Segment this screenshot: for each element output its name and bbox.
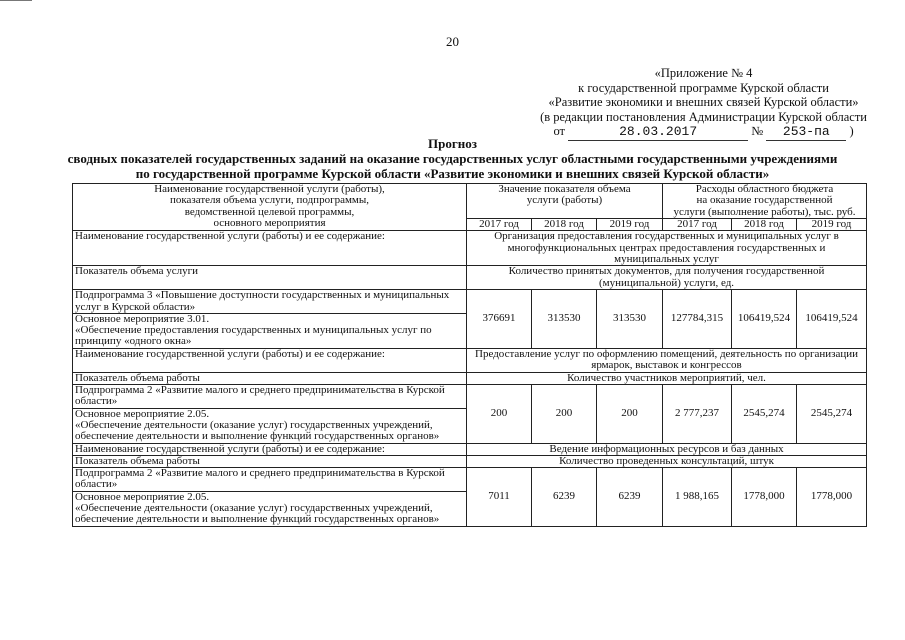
- year-header: 2017 год: [663, 219, 732, 231]
- indicator-value: Количество принятых документов, для получения государственной (муниципальной) услуги, ед.: [467, 266, 867, 290]
- header-expense-column: [663, 184, 867, 219]
- title-line-1: Прогноз: [428, 136, 477, 151]
- value-cell: 200: [597, 385, 663, 443]
- activity-title: Основное мероприятие 2.05.: [75, 490, 210, 503]
- year-header: 2018 год: [732, 219, 797, 231]
- page-number: 20: [446, 34, 459, 49]
- appendix-line-3: «Развитие экономики и внешних связей Курской области»: [548, 95, 859, 110]
- year-header: 2017 год: [467, 219, 532, 231]
- indicator-row: [73, 455, 867, 467]
- value-cell: 1 988,165: [663, 468, 732, 526]
- header-name-line-1: Наименование государственной услуги (работы),: [154, 183, 385, 195]
- value-cell: 6239: [597, 468, 663, 526]
- value-cell: 2545,274: [797, 385, 867, 443]
- indicator-value: Количество проведенных консультаций, штук: [467, 455, 867, 467]
- value-cell: 106419,524: [797, 290, 867, 348]
- header-volume-line-1: Значение показателя объема: [498, 183, 631, 195]
- header-volume-column: [467, 184, 663, 219]
- appendix-line-4: (в редакции постановления Администрации Курской области: [540, 109, 867, 124]
- service-label: Наименование государственной услуги (работы) и ее содержание:: [73, 231, 467, 266]
- subprogram-text: Подпрограмма 2 «Развитие малого и среднего предпринимательства в Курской области»: [73, 468, 466, 492]
- value-cell: 106419,524: [732, 290, 797, 348]
- table-header-row: [73, 184, 867, 219]
- value-cell: 200: [467, 385, 532, 443]
- year-header: 2019 год: [597, 219, 663, 231]
- header-expense-line-3: услуги (выполнение работы), тыс. руб.: [673, 205, 856, 218]
- value-cell: 7011: [467, 468, 532, 526]
- header-expense-line-1: Расходы областного бюджета: [695, 183, 834, 195]
- value-cell: 200: [532, 385, 597, 443]
- activity-text: «Обеспечение деятельности (оказание услуг) государственных учреждений, обеспечение деятельности и выполнение функций государственных органов»: [75, 418, 440, 443]
- value-cell: 1778,000: [797, 468, 867, 526]
- service-row: [73, 348, 867, 372]
- value-cell: 2545,274: [732, 385, 797, 443]
- number-label: №: [751, 124, 764, 139]
- title-line-3: по государственной программе Курской области «Развитие экономики и внешних связей Курской области»: [135, 166, 770, 181]
- indicator-label: Показатель объема услуги: [73, 266, 467, 290]
- value-cell: 127784,315: [663, 290, 732, 348]
- data-row: [73, 468, 867, 526]
- value-cell: 2 777,237: [663, 385, 732, 443]
- header-name-line-2: показателя объема услуги, подпрограммы,: [169, 194, 370, 207]
- service-row: [73, 231, 867, 266]
- program-cell: [73, 468, 467, 526]
- indicator-value: Количество участников мероприятий, чел.: [467, 372, 867, 384]
- value-cell: 1778,000: [732, 468, 797, 526]
- data-row: [73, 385, 867, 443]
- decree-number: 253-па: [766, 125, 846, 141]
- service-label: Наименование государственной услуги (работы) и ее содержание:: [73, 443, 467, 455]
- program-cell: [73, 385, 467, 443]
- data-row: [73, 290, 867, 348]
- value-cell: 376691: [467, 290, 532, 348]
- appendix-line-1: «Приложение № 4: [654, 66, 753, 80]
- service-value: Организация предоставления государственных и муниципальных услуг в многофункциональных центрах предоставления государственных и муниципальных услуг: [467, 231, 867, 266]
- indicator-label: Показатель объема работы: [73, 455, 467, 467]
- value-cell: 6239: [532, 468, 597, 526]
- year-header: 2019 год: [797, 219, 867, 231]
- from-label: от: [553, 124, 565, 139]
- header-name-line-4: основного мероприятия: [213, 216, 326, 229]
- service-row: [73, 443, 867, 455]
- appendix-header: [540, 66, 867, 141]
- title-line-2: сводных показателей государственных заданий на оказание государственных услуг областными государственными учреждениями: [67, 151, 838, 166]
- indicator-label: Показатель объема работы: [73, 372, 467, 384]
- activity-title: Основное мероприятие 3.01.: [75, 312, 210, 325]
- activity-title: Основное мероприятие 2.05.: [75, 407, 210, 420]
- close-paren: ): [849, 124, 854, 139]
- header-volume-line-2: услуги (работы): [526, 194, 603, 207]
- forecast-table: [72, 183, 867, 527]
- service-label: Наименование государственной услуги (работы) и ее содержание:: [73, 348, 467, 372]
- program-cell: [73, 290, 467, 348]
- year-header: 2018 год: [532, 219, 597, 231]
- indicator-row: [73, 266, 867, 290]
- appendix-line-2: к государственной программе Курской области: [578, 80, 829, 95]
- header-name-line-3: ведомственной целевой программы,: [184, 205, 355, 218]
- header-expense-line-2: на оказание государственной: [696, 194, 833, 207]
- header-name-column: [73, 184, 467, 231]
- activity-text: «Обеспечение деятельности (оказание услуг) государственных учреждений, обеспечение деятельности и выполнение функций государственных органов»: [75, 502, 440, 526]
- document-title: [0, 136, 905, 181]
- service-value: Ведение информационных ресурсов и баз данных: [467, 443, 867, 455]
- indicator-row: [73, 372, 867, 384]
- service-value: Предоставление услуг по оформлению помещений, деятельность по организации ярмарок, выставок и конгрессов: [467, 348, 867, 372]
- value-cell: 313530: [597, 290, 663, 348]
- activity-text: «Обеспечение предоставления государственных и муниципальных услуг по принципу «одного окна»: [75, 324, 432, 348]
- subprogram-text: Подпрограмма 3 «Повышение доступности государственных и муниципальных услуг в Курской области»: [73, 290, 466, 314]
- value-cell: 313530: [532, 290, 597, 348]
- subprogram-text: Подпрограмма 2 «Развитие малого и среднего предпринимательства в Курской области»: [73, 385, 466, 409]
- page-edge-mark: [0, 0, 32, 1]
- decree-date: 28.03.2017: [568, 125, 748, 141]
